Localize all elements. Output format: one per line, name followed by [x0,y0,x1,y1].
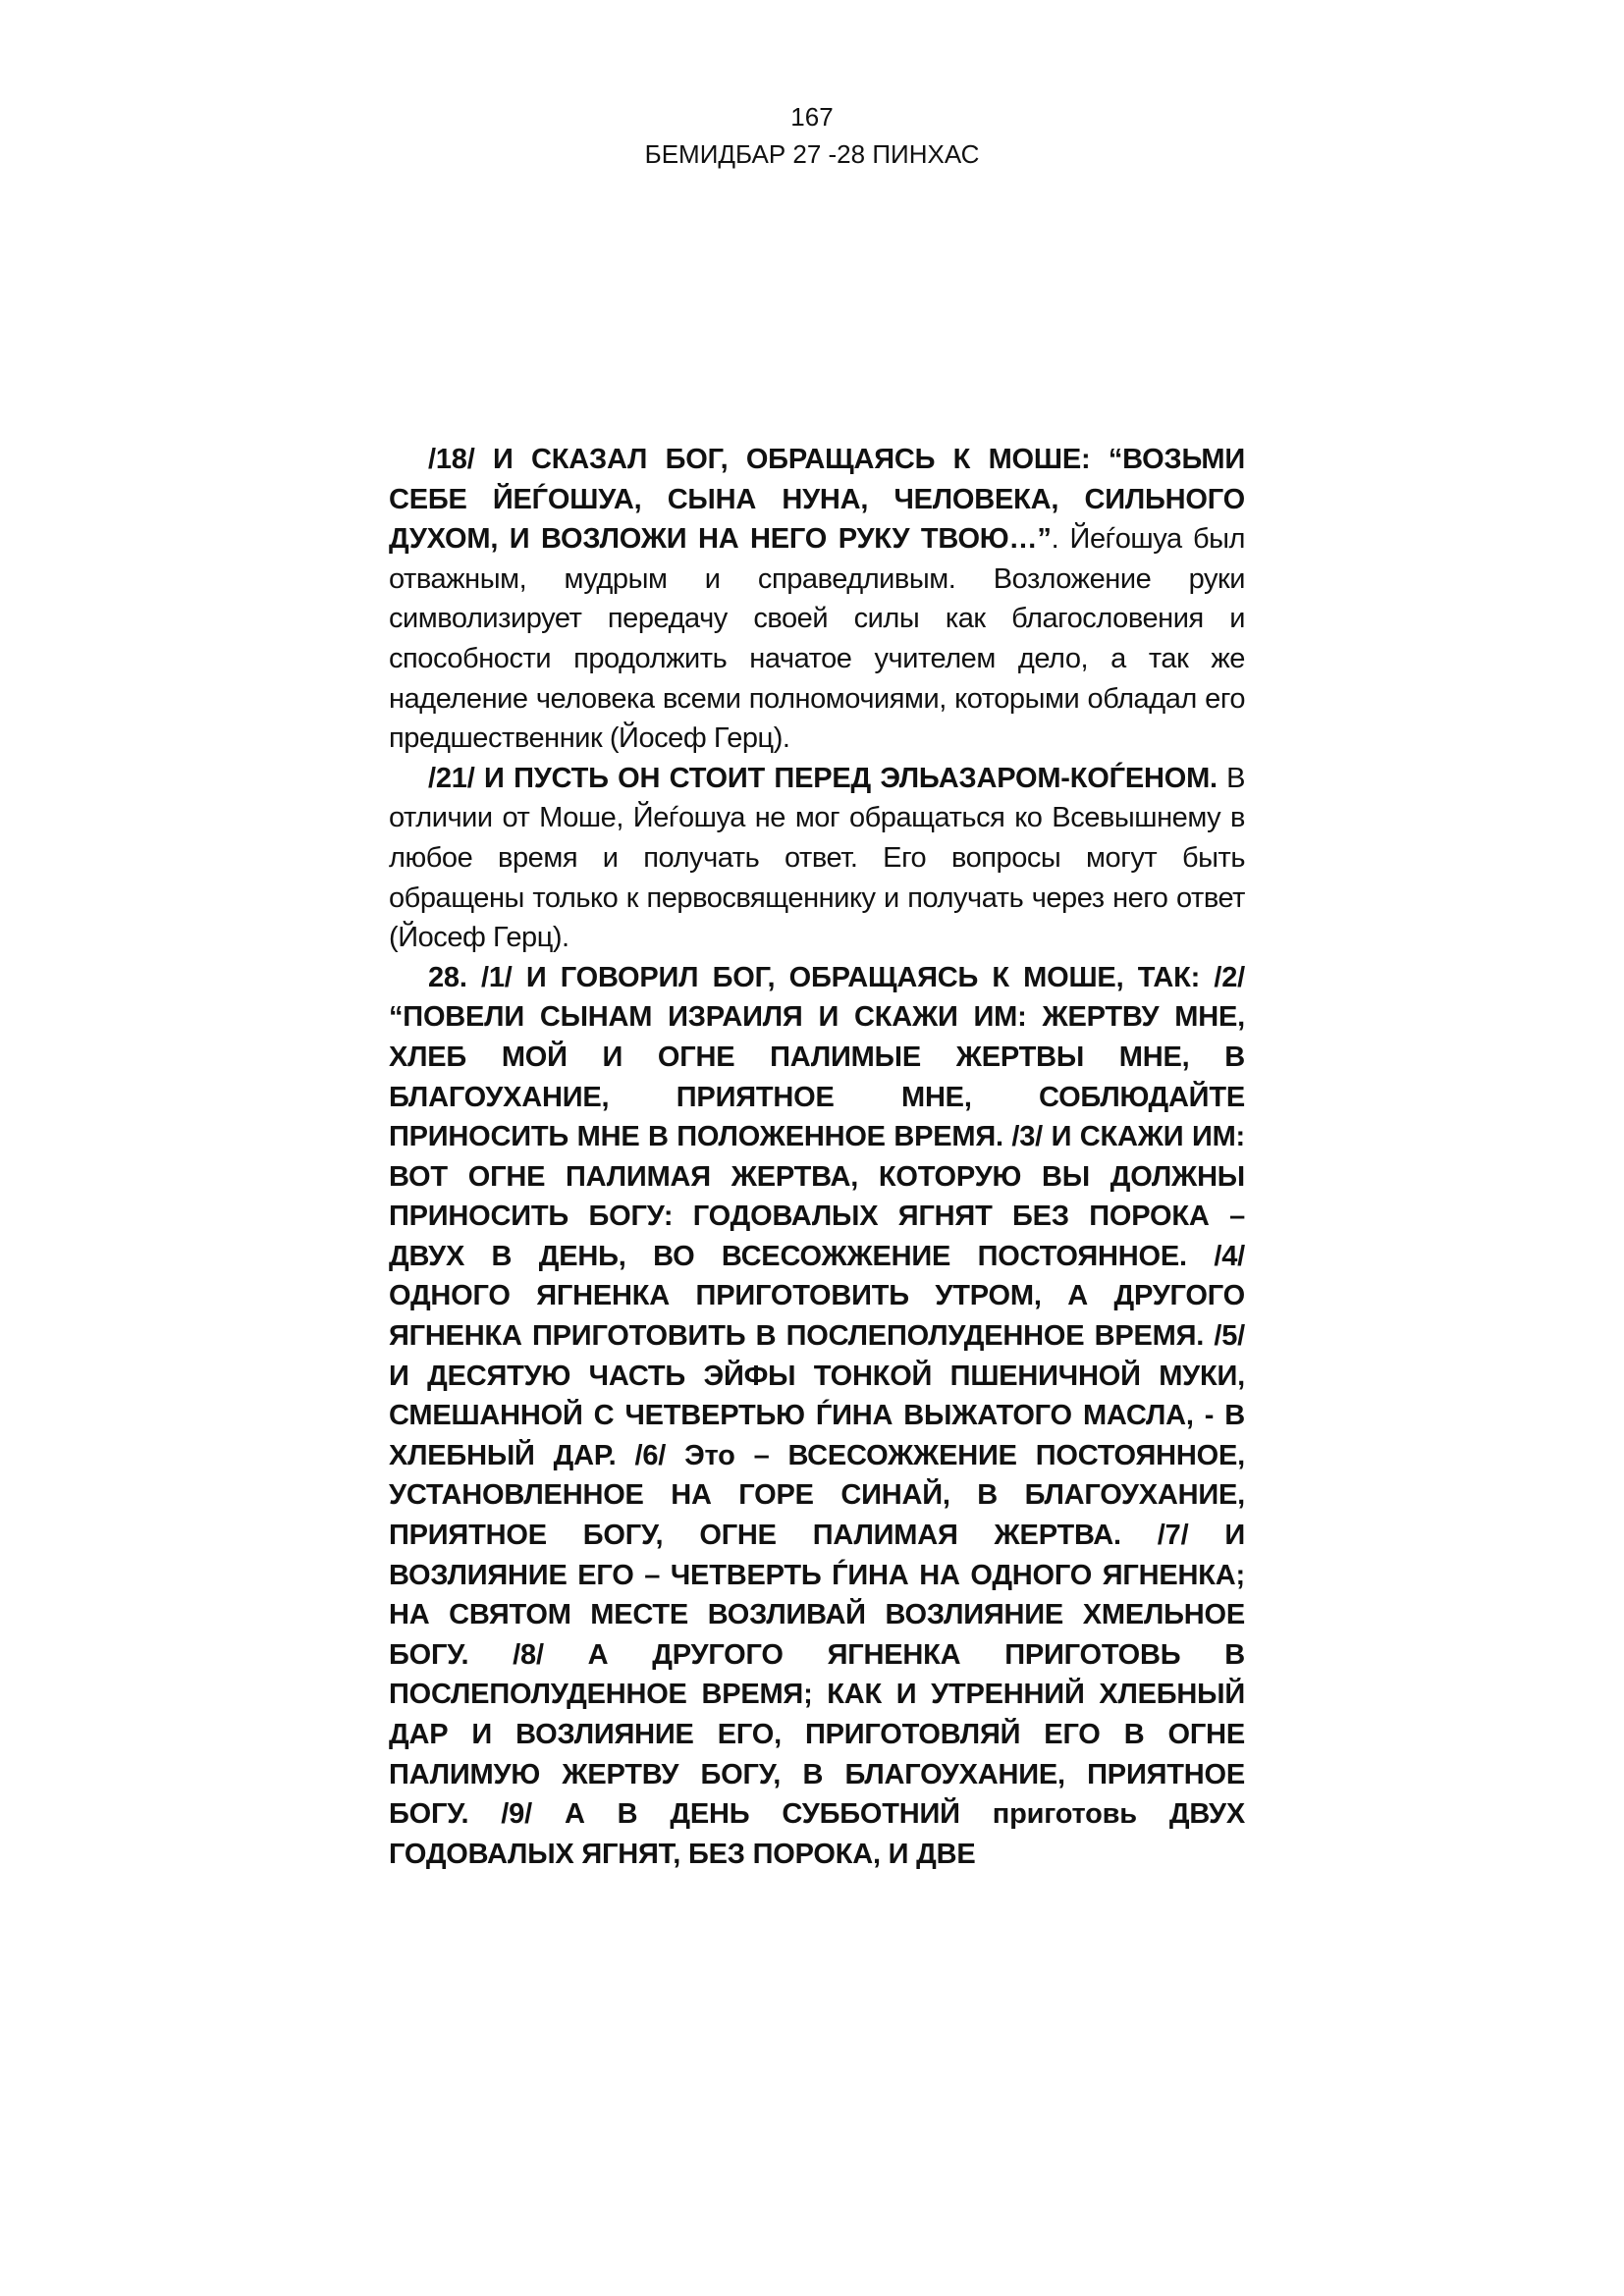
verse-quote-21: /21/ И ПУСТЬ ОН СТОИТ ПЕРЕД ЭЛЬАЗАРОМ-КОЃЕНОМ. [428,762,1218,794]
paragraph-chapter-28 [389,958,1245,1875]
running-head: БЕМИДБАР 27 -28 ПИНХАС [644,139,980,169]
paragraph-verse-18 [389,440,1245,759]
verse-quote-18: /18/ И СКАЗАЛ БОГ, ОБРАЩАЯСЬ К МОШЕ: “ВОЗЬМИ СЕБЕ ЙЕЃОШУА, СЫНА НУНА, ЧЕЛОВЕКА, СИЛЬНОГО ДУХОМ, И ВОЗЛОЖИ НА НЕГО РУКУ ТВОЮ…” [389,444,1245,556]
verse-quote-28: 28. /1/ И ГОВОРИЛ БОГ, ОБРАЩАЯСЬ К МОШЕ, ТАК: /2/ “ПОВЕЛИ СЫНАМ ИЗРАИЛЯ И СКАЖИ ИМ: ЖЕРТВУ МНЕ, ХЛЕБ МОЙ И ОГНЕ ПАЛИМЫЕ ЖЕРТВЫ МНЕ, В БЛАГОУХАНИЕ, ПРИЯТНОЕ МНЕ, СОБЛЮДАЙТЕ ПРИНОСИТЬ МНЕ В ПОЛОЖЕННОЕ ВРЕМЯ. /3/ И СКАЖИ ИМ: ВОТ ОГНЕ ПАЛИМАЯ ЖЕРТВА, КОТОРУЮ ВЫ ДОЛЖНЫ ПРИНОСИТЬ БОГУ: ГОДОВАЛЫХ ЯГНЯТ БЕЗ ПОРОКА – ДВУХ В ДЕНЬ, ВО ВСЕСОЖЖЕНИЕ ПОСТОЯННОЕ. /4/ ОДНОГО ЯГНЕНКА ПРИГОТОВИТЬ УТРОМ, А ДРУГОГО ЯГНЕНКА ПРИГОТОВИТЬ В ПОСЛЕПОЛУДЕННОЕ ВРЕМЯ. /5/ И ДЕСЯТУЮ ЧАСТЬ ЭЙФЫ ТОНКОЙ ПШЕНИЧНОЙ МУКИ, СМЕШАННОЙ С ЧЕТВЕРТЬЮ ЃИНА ВЫЖАТОГО МАСЛА, - В ХЛЕБНЫЙ ДАР. /6/ Это – ВСЕСОЖЖЕНИЕ ПОСТОЯННОЕ, УСТАНОВЛЕННОЕ НА ГОРЕ СИНАЙ, В БЛАГОУХАНИЕ, ПРИЯТНОЕ БОГУ, ОГНЕ ПАЛИМАЯ ЖЕРТВА. /7/ И ВОЗЛИЯНИЕ ЕГО – ЧЕТВЕРТЬ ЃИНА НА ОДНОГО ЯГНЕНКА; НА СВЯТОМ МЕСТЕ ВОЗЛИВАЙ ВОЗЛИЯНИЕ ХМЕЛЬНОЕ БОГУ. /8/ А ДРУГОГО ЯГНЕНКА ПРИГОТОВЬ В ПОСЛЕПОЛУДЕННОЕ ВРЕМЯ; КАК И УТРЕННИЙ ХЛЕБНЫЙ ДАР И ВОЗЛИЯНИЕ ЕГО, ПРИГОТОВЛЯЙ ЕГО В ОГНЕ ПАЛИМУЮ ЖЕРТВУ БОГУ, В БЛАГОУХАНИЕ, ПРИЯТНОЕ БОГУ. /9/ А В ДЕНЬ СУББОТНИЙ приготовь ДВУХ ГОДОВАЛЫХ ЯГНЯТ, БЕЗ ПОРОКА, И ДВЕ [389,961,1245,1870]
commentary-18: . Йеѓошуа был отважным, мудрым и справедливым. Возложение руки символизирует передачу своей силы как благословения и способности продолжить начатое учителем дело, а так же наделение человека всеми полномочиями, которыми обладал его предшественник (Йосеф Герц). [389,523,1245,755]
commentary-21: В отличии от Моше, Йеѓошуа не мог обращаться ко Всевышнему в любое время и получать ответ. Его вопросы могут быть обращены только к первосвященнику и получать через него ответ (Йосеф Герц). [389,762,1245,954]
page-number: 167 [790,102,834,132]
text-body [389,440,1245,1874]
paragraph-verse-21 [389,759,1245,958]
